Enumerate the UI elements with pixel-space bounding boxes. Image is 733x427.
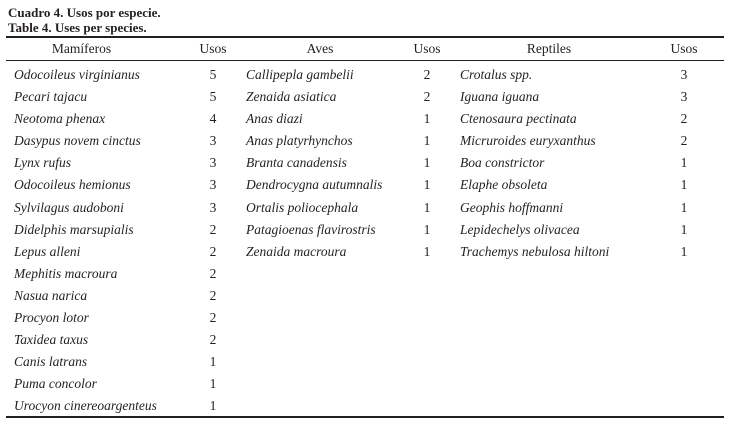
table-cell-uses: 3 [209, 199, 217, 215]
table-row: Pecari tajacu [14, 89, 88, 105]
table-row: Lynx rufus [14, 155, 71, 171]
table-row: Neotoma phenax [14, 111, 106, 127]
table-row: Nasua narica [14, 287, 88, 303]
table-row: Dasypus novem cinctus [14, 133, 141, 149]
header-aves: Aves [306, 41, 334, 56]
caption-english: Table 4. Uses per species. [8, 20, 147, 35]
table-row: Patagioenas flavirostris [246, 221, 376, 237]
table-row: Anas platyrhynchos [246, 133, 353, 149]
table-cell-uses: 3 [680, 89, 688, 105]
table-row: Puma concolor [14, 376, 97, 392]
table-row: Micruroides euryxanthus [460, 133, 596, 149]
table-cell-uses: 3 [209, 133, 217, 149]
table-cell-uses: 2 [209, 310, 217, 326]
table-cell-uses: 1 [209, 376, 217, 392]
table-row: Odocoileus hemionus [14, 177, 131, 193]
table-header-rule [6, 60, 724, 61]
table-cell-uses: 1 [423, 243, 431, 259]
table-row: Sylvilagus audoboni [14, 199, 124, 215]
table-row: Zenaida macroura [246, 243, 347, 259]
table-cell-uses: 2 [209, 332, 217, 348]
table-cell-uses: 2 [209, 287, 217, 303]
table-row: Didelphis marsupialis [14, 221, 134, 237]
table-cell-uses: 1 [680, 155, 688, 171]
table-cell-uses: 1 [423, 221, 431, 237]
table-cell-uses: 2 [680, 133, 688, 149]
header-usos-aves: Usos [413, 41, 441, 56]
mamiferos-species-column [14, 64, 194, 418]
aves-uses-column [407, 64, 447, 263]
table-cell-uses: 2 [209, 265, 217, 281]
table-cell-uses: 2 [423, 67, 431, 82]
table-cell-uses: 3 [209, 155, 217, 171]
table-cell-uses: 1 [209, 398, 217, 414]
table-row: Taxidea taxus [14, 332, 89, 348]
table-row: Procyon lotor [14, 310, 89, 326]
table-cell-uses: 2 [423, 89, 431, 105]
table-row: Zenaida asiatica [246, 89, 337, 105]
table-cell-uses: 3 [680, 67, 688, 82]
header-usos-reptiles: Usos [670, 41, 698, 56]
table-row: Callipepla gambelii [246, 67, 354, 82]
table-row: Ortalis poliocephala [246, 199, 359, 215]
table-cell-uses: 1 [423, 177, 431, 193]
table-row: Lepidechelys olivacea [460, 221, 580, 237]
table-row: Urocyon cinereoargenteus [14, 398, 157, 414]
table-row: Lepus alleni [14, 243, 81, 259]
table-row: Crotalus spp. [460, 67, 533, 82]
table-cell-uses: 1 [423, 155, 431, 171]
header-usos-mamiferos: Usos [199, 41, 227, 56]
table-row: Branta canadensis [246, 155, 347, 171]
table-cell-uses: 4 [209, 111, 217, 127]
table-cell-uses: 1 [680, 243, 688, 259]
table-cell-uses: 1 [423, 133, 431, 149]
table-bottom-rule [6, 416, 724, 418]
table-row: Ctenosaura pectinata [460, 111, 577, 127]
table-row: Canis latrans [14, 354, 88, 370]
table-cell-uses: 1 [423, 199, 431, 215]
table-row: Boa constrictor [460, 155, 545, 171]
table-row: Odocoileus virginianus [14, 67, 140, 82]
table-cell-uses: 1 [209, 354, 217, 370]
table-cell-uses: 3 [209, 177, 217, 193]
table-row: Anas diazi [246, 111, 303, 127]
table-cell-uses: 5 [209, 67, 217, 82]
table-cell-uses: 2 [209, 221, 217, 237]
table-row: Iguana iguana [460, 89, 540, 105]
table-row: Elaphe obsoleta [460, 177, 548, 193]
caption-spanish: Cuadro 4. Usos por especie. [8, 5, 161, 20]
reptiles-species-column [460, 64, 645, 263]
table-row: Mephitis macroura [14, 265, 118, 281]
table-cell-uses: 2 [209, 243, 217, 259]
table-cell-uses: 1 [423, 111, 431, 127]
table-row: Geophis hoffmanni [460, 199, 564, 215]
table-cell-uses: 1 [680, 199, 688, 215]
mamiferos-uses-column [193, 64, 233, 418]
table-cell-uses: 2 [680, 111, 688, 127]
reptiles-uses-column [664, 64, 704, 263]
table-row: Dendrocygna autumnalis [246, 177, 383, 193]
table-cell-uses: 5 [209, 89, 217, 105]
table-cell-uses: 1 [680, 177, 688, 193]
table-top-rule [6, 36, 724, 38]
header-mamiferos: Mamíferos [51, 41, 112, 56]
header-reptiles: Reptiles [526, 41, 572, 56]
table-cell-uses: 1 [680, 221, 688, 237]
table-row: Trachemys nebulosa hiltoni [460, 243, 610, 259]
aves-species-column [246, 64, 416, 263]
